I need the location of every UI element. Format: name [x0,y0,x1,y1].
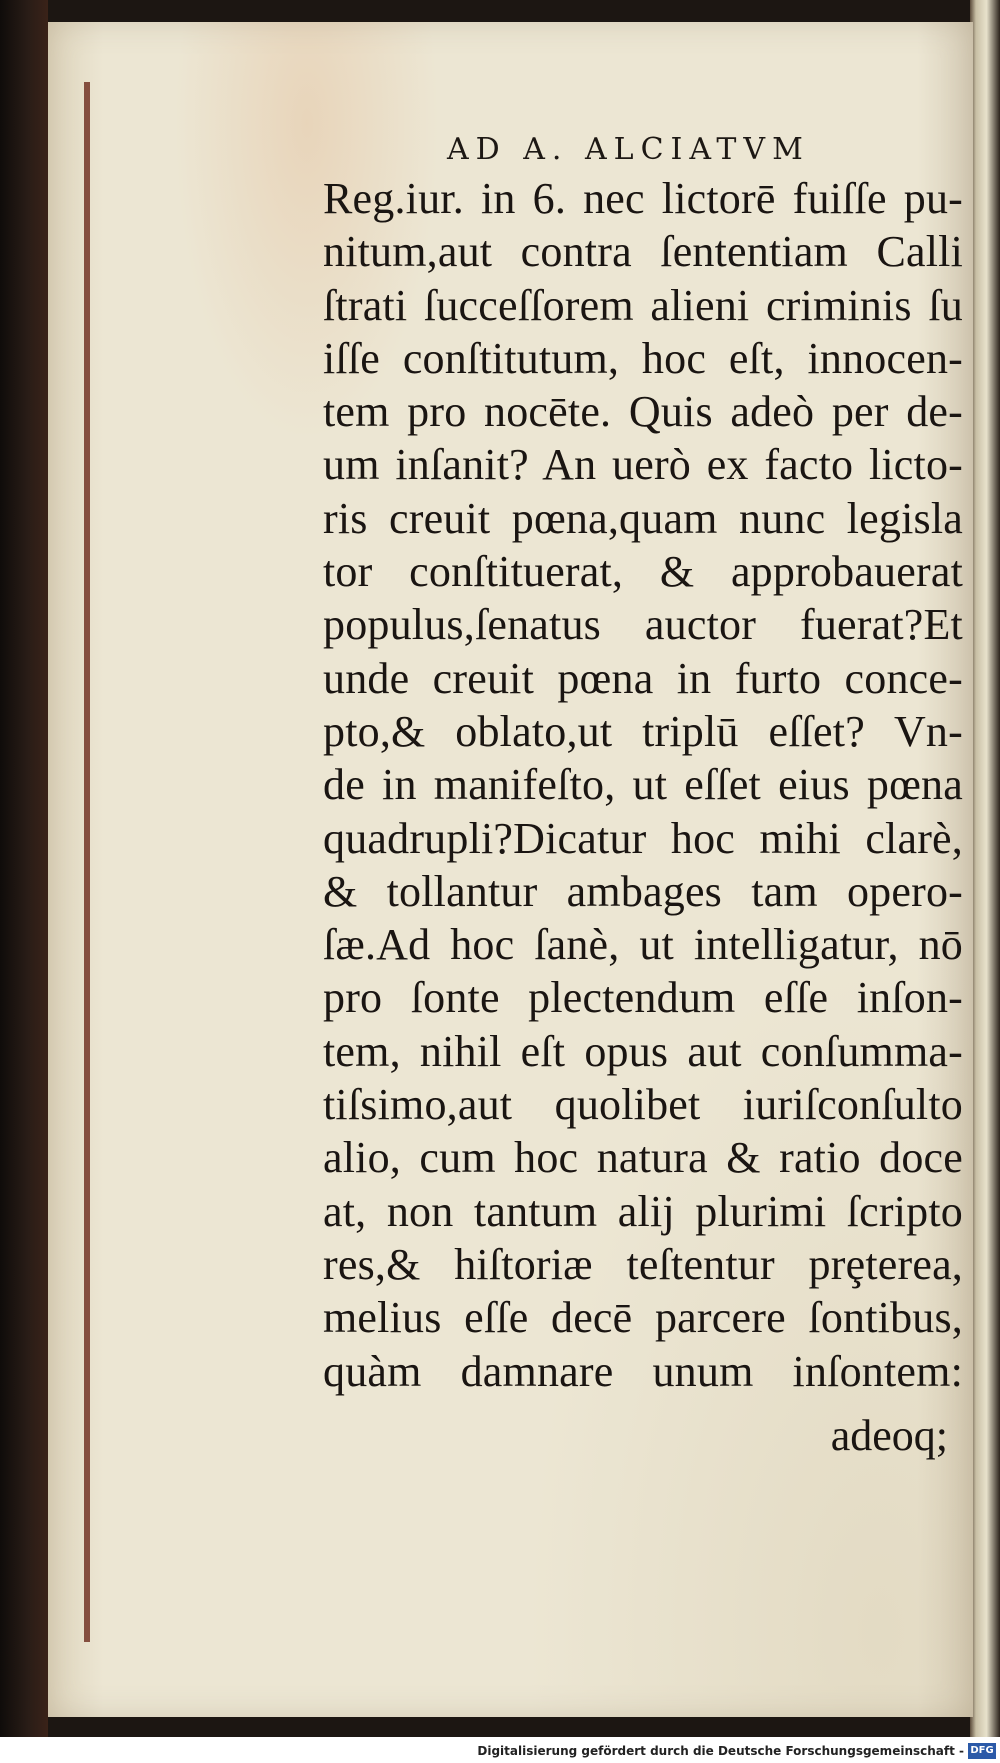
text-line: pto,& oblato,ut triplū eſſet? Vn- [323,706,963,756]
book-gutter-shadow [0,0,48,1763]
text-line: unde creuit pœna in furto conce- [323,653,963,703]
catchword: adeoq; [830,1411,948,1460]
text-line: & tollantur ambages tam opero- [323,866,963,916]
text-line: de in manifeſto, ut eſſet eius pœna [323,760,963,810]
text-line: tem pro nocēte. Quis adeò per de- [323,387,963,437]
text-line: iſſe conſtitutum, hoc eſt, innocen- [323,333,963,383]
text-line: populus,ſenatus auctor fuerat?Et [323,600,963,650]
text-line: ſtrati ſucceſſorem alieni criminis ſu [323,280,963,330]
text-line: at, non tantum alij plurimi ſcripto [323,1186,963,1236]
dfg-logo-icon: DFG [968,1743,996,1759]
text-line: res,& hiſtoriæ teſtentur prȩterea, [323,1239,963,1289]
text-line: ſæ.Ad hoc ſanè, ut intelligatur, nō [323,920,963,970]
text-line: alio, cum hoc natura & ratio doce [323,1133,963,1183]
text-line: pro ſonte plectendum eſſe inſon- [323,973,963,1023]
text-line: tem, nihil eſt opus aut conſumma- [323,1026,963,1076]
text-line: nitum,aut contra ſententiam Calli [323,227,963,277]
page-edge-right [970,0,1000,1763]
text-line: um inſanit? An uerò ex facto licto- [323,440,963,490]
red-page-edge [84,82,90,1642]
text-line: quàm damnare unum inſontem: [323,1346,963,1396]
text-line: tor conſtituerat, & approbauerat [323,547,963,597]
text-line: Reg.iur. in 6. nec lictorē fuiſſe pu- [323,174,963,223]
text-line: ris creuit pœna,quam nunc legisla [323,493,963,543]
text-line: quadrupli?Dicatur hoc mihi clarè, [323,813,963,863]
text-line: tiſsimo,aut quolibet iuriſconſulto [323,1080,963,1130]
running-head: AD A. ALCIATVM [447,132,810,167]
body-text [323,172,963,1398]
text-line: melius eſſe decē parcere ſontibus, [323,1293,963,1343]
digitization-credit: Digitalisierung gefördert durch die Deutsche Forschungsgemeinschaft - [477,1744,964,1758]
footer-bar [0,1737,1000,1763]
